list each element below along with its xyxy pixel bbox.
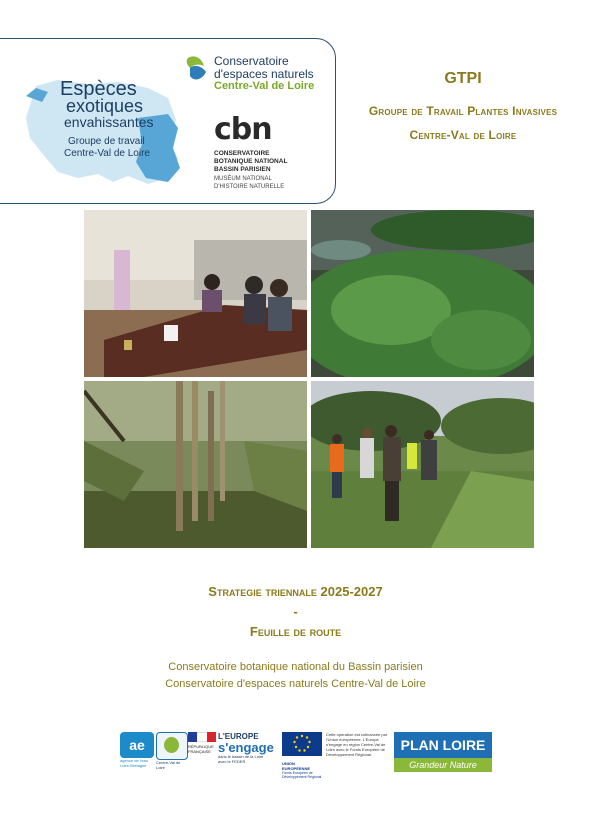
cen-logo xyxy=(184,54,324,100)
cbn-line2: BOTANIQUE NATIONAL xyxy=(214,158,288,165)
author-line1: Conservatoire botanique national du Bassin parisien xyxy=(168,661,423,673)
agence-eau-label: agence de l'eau Loire-Bretagne xyxy=(120,758,149,768)
photo-aquatic-plants xyxy=(311,210,534,377)
cbn-logo xyxy=(212,112,332,192)
eee-logo-line3: envahissantes xyxy=(64,114,154,130)
doc-title-line1: Strategie triennale 2025-2027 xyxy=(208,584,383,599)
cbn-line4: MUSÉUM NATIONAL xyxy=(214,176,272,182)
cbn-mark: cbn xyxy=(214,112,272,147)
cbn-line3: BASSIN PARISIEN xyxy=(214,166,271,173)
photo-meeting-room xyxy=(84,210,307,377)
eu-cofinancing-text: Cette opération est cofinancée par l'Union européenne. L'Europe s'engage en région Centre-Val de Loire avec le Fonds Européen de Développement Régional. xyxy=(326,732,388,757)
cbn-line1: CONSERVATOIRE xyxy=(214,150,270,157)
plan-loire-logo xyxy=(394,732,492,774)
gtpi-title: GTPI xyxy=(444,70,482,87)
cbn-line5: D'HISTOIRE NATURELLE xyxy=(214,184,285,190)
agence-eau-logo: ae agence de l'eau Loire-Bretagne xyxy=(120,732,154,772)
eee-logo-line2: exotiques xyxy=(66,96,144,116)
photo-field-visit xyxy=(311,381,534,548)
photo-reeds-thicket xyxy=(84,381,307,548)
eee-logo xyxy=(18,78,188,188)
gtpi-subtitle-2: Centre-Val de Loire xyxy=(409,128,517,142)
europe-engage-line2: s'engage xyxy=(218,740,274,755)
cen-logo-line1: Conservatoire xyxy=(214,54,289,68)
europe-engage-line1: L'EUROPE xyxy=(218,732,259,741)
gtpi-subtitle-1: Groupe de Travail Plantes Invasives xyxy=(368,104,558,118)
eu-label-1: UNION EUROPÉENNE xyxy=(282,761,311,771)
government-label: RÉPUBLIQUE FRANÇAISE xyxy=(188,744,214,754)
author-line2: Conservatoire d'espaces naturels Centre-Val de Loire xyxy=(165,678,426,690)
plan-loire-title: PLAN LOIRE xyxy=(394,732,492,758)
government-logo xyxy=(188,732,216,772)
eee-logo-group2: Centre-Val de Loire xyxy=(64,148,150,159)
eee-logo-group1: Groupe de travail xyxy=(68,136,145,147)
eee-logo-line1: Espèces xyxy=(60,78,137,100)
eu-flag-logo xyxy=(282,732,322,779)
doc-title-line2: - xyxy=(293,604,298,619)
region-logo xyxy=(156,732,186,772)
europe-engage-logo xyxy=(218,732,278,772)
cen-logo-line2: d'espaces naturels xyxy=(214,67,314,81)
europe-engage-line4: avec le FEDER xyxy=(218,759,246,764)
europe-engage-line3: dans le bassin de la Loire xyxy=(218,754,264,759)
plan-loire-subtitle: Grandeur Nature xyxy=(394,758,492,772)
region-label: Centre-Val de Loire xyxy=(156,760,181,770)
eu-label-2: Fonds Européen de Développement Régional xyxy=(282,771,322,779)
cen-logo-line3: Centre-Val de Loire xyxy=(214,80,315,92)
doc-title-line3: Feuille de route xyxy=(249,624,342,639)
